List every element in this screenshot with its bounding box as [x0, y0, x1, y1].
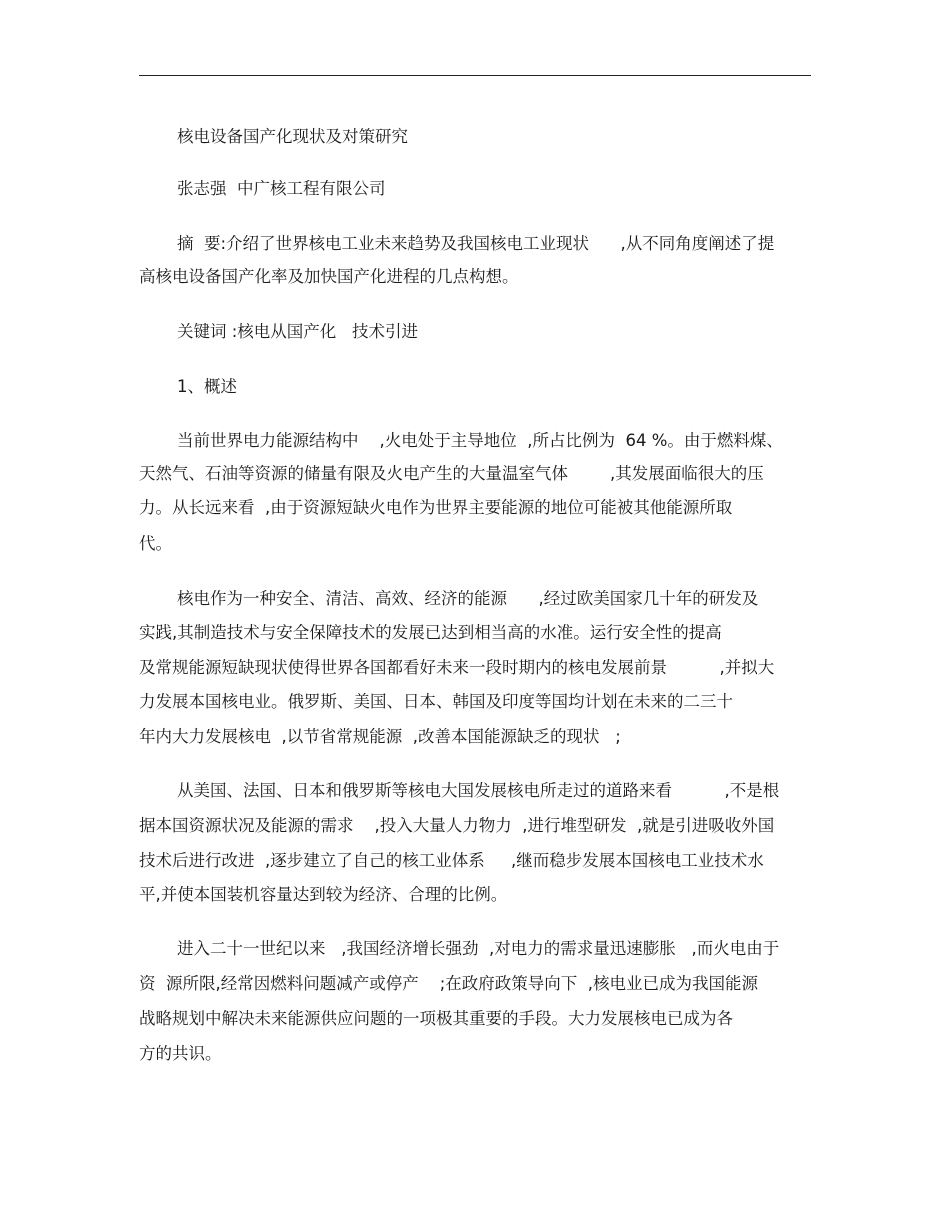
paragraph-line: 资 源所限,经常因燃料问题减产或停产 ;在政府政策导向下 ,核电业已成为我国能源	[139, 974, 759, 993]
paragraph-line: 技术后进行改进 ,逐步建立了自己的核工业体系 ,继而稳步发展本国核电工业技术水	[139, 851, 764, 870]
abstract-line: 高核电设备国产化率及加快国产化进程的几点构想。	[139, 267, 519, 286]
paragraph-line: 实践,其制造技术与安全保障技术的发展已达到相当高的水准。运行安全性的提高	[139, 623, 722, 642]
paragraph-line: 从美国、法国、日本和俄罗斯等核电大国发展核电所走过的道路来看 ,不是根	[177, 781, 780, 800]
paragraph-line: 力发展本国核电业。俄罗斯、美国、日本、韩国及印度等国均计划在未来的二三十	[139, 692, 733, 711]
paragraph-line: 核电作为一种安全、清洁、高效、经济的能源 ,经过欧美国家几十年的研发及	[177, 589, 759, 608]
abstract-line: 摘 要:介绍了世界核电工业未来趋势及我国核电工业现状 ,从不同角度阐述了提	[177, 234, 775, 253]
paragraph-line: 方的共识。	[139, 1044, 222, 1063]
paragraph-line: 平,并使本国装机容量达到较为经济、合理的比例。	[139, 885, 508, 904]
paragraph-line: 天然气、石油等资源的储量有限及火电产生的大量温室气体 ,其发展面临很大的压	[139, 464, 764, 483]
paragraph-line: 当前世界电力能源结构中 ,火电处于主导地位 ,所占比例为 64 %。由于燃料煤、	[177, 431, 783, 450]
paragraph-line: 年内大力发展核电 ,以节省常规能源 ,改善本国能源缺乏的现状 ;	[139, 727, 621, 746]
paragraph-line: 及常规能源短缺现状使得世界各国都看好未来一段时期内的核电发展前景 ,并拟大	[139, 658, 775, 677]
paragraph-line: 进入二十一世纪以来 ,我国经济增长强劲 ,对电力的需求量迅速膨胀 ,而火电由于	[177, 939, 780, 958]
paragraph-line: 据本国资源状况及能源的需求 ,投入大量人力物力 ,进行堆型研发 ,就是引进吸收外国	[139, 816, 775, 835]
document-title: 核电设备国产化现状及对策研究	[177, 127, 408, 146]
section-heading: 1、概述	[177, 377, 237, 396]
author-byline: 张志强 中广核工程有限公司	[177, 179, 386, 198]
paragraph-line: 力。从长远来看 ,由于资源短缺火电作为世界主要能源的地位可能被其他能源所取	[139, 498, 733, 517]
paragraph-line: 战略规划中解决未来能源供应问题的一项极其重要的手段。大力发展核电已成为各	[139, 1009, 733, 1028]
paragraph-line: 代。	[139, 534, 172, 553]
header-rule	[139, 75, 811, 76]
keywords: 关键词 :核电从国产化 技术引进	[177, 322, 419, 341]
